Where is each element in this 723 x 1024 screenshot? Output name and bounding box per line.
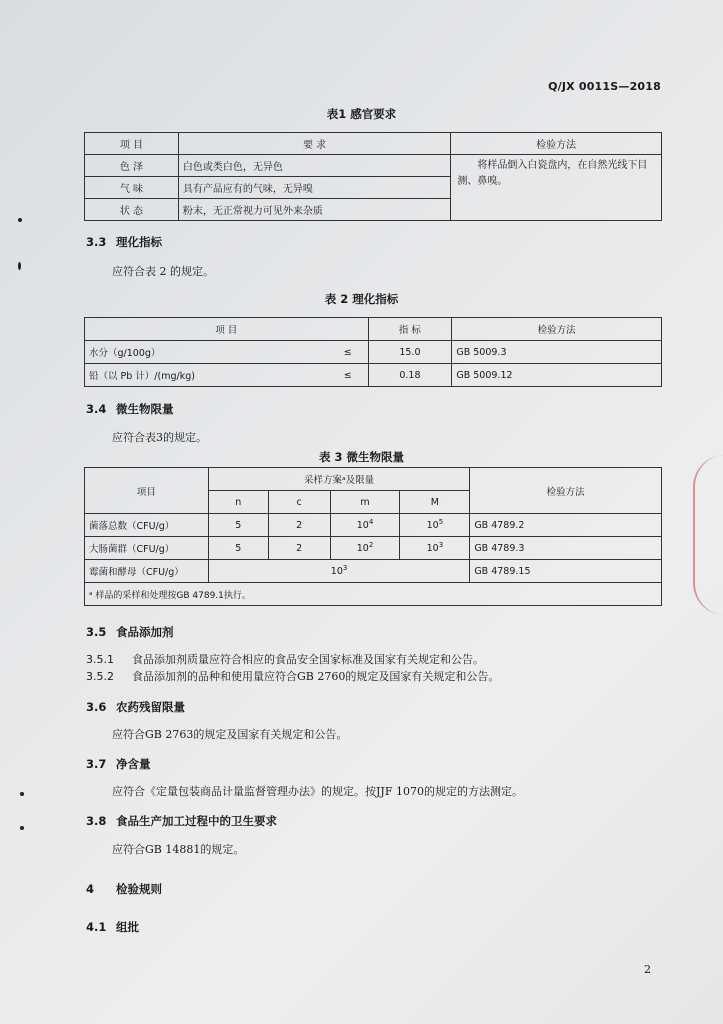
scan-mark: [20, 792, 24, 796]
table-note-row: [85, 583, 662, 606]
section-number: 3.5: [86, 625, 107, 639]
section-number: 3.3: [86, 235, 107, 249]
section-3-5-1: [86, 651, 484, 667]
row-requirement: 具有产品应有的气味，无异嗅: [178, 177, 450, 199]
row-m: $10^2$: [330, 537, 400, 560]
header-index: 指 标: [368, 318, 452, 341]
section-number: 3.5.2: [86, 670, 114, 683]
row-method: GB 4789.15: [470, 560, 662, 583]
header-item: 项 目: [85, 318, 369, 341]
sensory-table: [84, 132, 662, 221]
scan-mark: [18, 262, 21, 270]
section-3-3-text: 应符合表 2 的规定。: [112, 265, 214, 278]
header-item: 项目: [85, 468, 209, 514]
standard-number: Q/JX 0011S—2018: [548, 80, 661, 93]
table-row: [85, 341, 662, 364]
scan-mark: [20, 826, 24, 830]
row-requirement: 白色或类白色，无异色: [178, 155, 450, 177]
section-title: 食品添加剂: [116, 625, 174, 639]
row-method: GB 4789.2: [470, 514, 662, 537]
section-3-4-heading: [86, 401, 174, 417]
header-method: 检验方法: [470, 468, 662, 514]
microbial-table: [84, 467, 662, 606]
row-m: $10^4$: [330, 514, 400, 537]
row-item: 色 泽: [85, 155, 179, 177]
table-row: [85, 537, 662, 560]
section-3-7-heading: [86, 756, 151, 772]
section-3-6-text: 应符合GB 2763的规定及国家有关规定和公告。: [112, 728, 348, 741]
row-item: 菌落总数（CFU/g）: [85, 514, 209, 537]
table-row: [85, 514, 662, 537]
section-title: 检验规则: [116, 882, 162, 896]
table-header-row: [85, 318, 662, 341]
row-M: $10^3$: [400, 537, 470, 560]
row-n: 5: [208, 537, 268, 560]
row-item: 大肠菌群（CFU/g）: [85, 537, 209, 560]
row-method: 将样品倒入白瓷盘内，在自然光线下目测、鼻嗅。: [451, 155, 662, 221]
section-3-5-2: [86, 668, 499, 684]
row-limit: $10^3$: [208, 560, 470, 583]
row-value: 0.18: [368, 364, 452, 387]
section-title: 农药残留限量: [116, 700, 185, 714]
table1-caption: 表1 感官要求: [326, 107, 397, 121]
table-header-row: [85, 133, 662, 155]
row-item: 气 味: [85, 177, 179, 199]
header-M: M: [400, 491, 470, 514]
seal-stamp-fragment: [693, 455, 723, 615]
row-value: 15.0: [368, 341, 452, 364]
header-requirement: 要 求: [178, 133, 450, 155]
row-symbol: ≤: [328, 341, 368, 364]
section-3-6-heading: [86, 699, 185, 715]
section-3-8-heading: [86, 813, 277, 829]
section-3-7-text: 应符合《定量包装商品计量监督管理办法》的规定。按JJF 1070的规定的方法测定。: [112, 785, 523, 798]
section-number: 4: [86, 882, 95, 896]
table-header-row: [85, 468, 662, 491]
section-3-4-text: 应符合表3的规定。: [112, 431, 207, 444]
section-number: 3.7: [86, 757, 107, 771]
table3-caption: 表 3 微生物限量: [318, 450, 404, 464]
section-title: 净含量: [116, 757, 151, 771]
row-M: $10^5$: [400, 514, 470, 537]
section-text: 食品添加剂质量应符合相应的食品安全国家标准及国家有关规定和公告。: [132, 653, 484, 666]
table-row: [85, 155, 662, 177]
section-3-3-heading: [86, 234, 162, 250]
row-c: 2: [268, 537, 330, 560]
row-symbol: ≤: [328, 364, 368, 387]
section-title: 组批: [116, 920, 139, 934]
section-4-heading: [86, 881, 162, 897]
section-number: 3.5.1: [86, 653, 114, 666]
row-method: GB 5009.3: [452, 341, 662, 364]
header-c: c: [268, 491, 330, 514]
row-n: 5: [208, 514, 268, 537]
header-sampling-plan: 采样方案ᵃ及限量: [208, 468, 470, 491]
row-method: GB 5009.12: [452, 364, 662, 387]
section-number: 3.4: [86, 402, 107, 416]
header-n: n: [208, 491, 268, 514]
header-m: m: [330, 491, 400, 514]
table-row: [85, 364, 662, 387]
section-text: 食品添加剂的品种和使用量应符合GB 2760的规定及国家有关规定和公告。: [132, 670, 500, 683]
section-title: 理化指标: [116, 235, 162, 249]
row-item: 状 态: [85, 199, 179, 221]
row-item: 铅（以 Pb 计）/(mg/kg): [85, 364, 329, 387]
section-number: 4.1: [86, 920, 107, 934]
section-3-8-text: 应符合GB 14881的规定。: [112, 843, 245, 856]
table-row: [85, 560, 662, 583]
section-4-1-heading: [86, 919, 139, 935]
header-method: 检验方法: [451, 133, 662, 155]
section-title: 食品生产加工过程中的卫生要求: [116, 814, 277, 828]
section-number: 3.8: [86, 814, 107, 828]
row-item: 霉菌和酵母（CFU/g）: [85, 560, 209, 583]
page-number: 2: [644, 963, 651, 976]
scan-mark: [18, 218, 22, 222]
section-3-5-heading: [86, 624, 174, 640]
table-note: ᵃ 样品的采样和处理按GB 4789.1执行。: [85, 583, 662, 606]
section-title: 微生物限量: [116, 402, 174, 416]
row-item: 水分（g/100g）: [85, 341, 329, 364]
physicochemical-table: [84, 317, 662, 387]
table2-caption: 表 2 理化指标: [324, 292, 399, 306]
header-item: 项 目: [85, 133, 179, 155]
row-c: 2: [268, 514, 330, 537]
section-number: 3.6: [86, 700, 107, 714]
row-method: GB 4789.3: [470, 537, 662, 560]
row-requirement: 粉末，无正常视力可见外来杂质: [178, 199, 450, 221]
header-method: 检验方法: [452, 318, 662, 341]
